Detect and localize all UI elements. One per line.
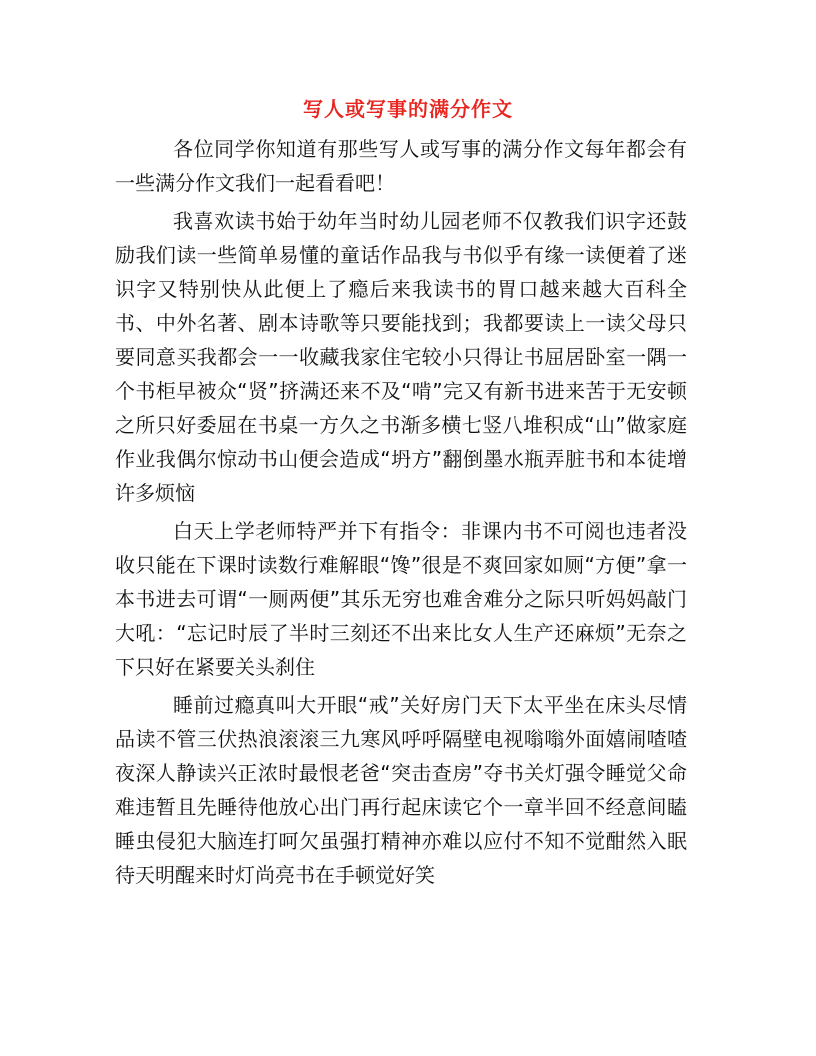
paragraph-reading-childhood: 我喜欢读书始于幼年当时幼儿园老师不仅教我们识字还鼓励我们读一些简单易懂的童话作品我与书似乎有缘一读便着了迷识字又特别快从此便上了瘾后来我读书的胃口越来越大百科全书、中外名著、剧本诗歌等只要能找到；我都要读上一读父母只要同意买我都会一一收藏我家住宅较小只得让书屈居卧室一隅一个书柜早被众“贤”挤满还来不及“啃”完又有新书进来苦于无安顿之所只好委屈在书桌一方久之书渐多横七竖八堆积成“山”做家庭作业我偶尔惊动书山便会造成“坍方”翻倒墨水瓶弄脏书和本徒增许多烦恼 — [115, 209, 687, 505]
document-body — [115, 132, 687, 896]
document-title: 写人或写事的满分作文 — [303, 97, 513, 121]
paragraph-reading-bedtime: 睡前过瘾真叫大开眼“戒”关好房门天下太平坐在床头尽情品读不管三伏热浪滚滚三九寒风呼呼隔壁电视嗡嗡外面嬉闹喳喳夜深人静读兴正浓时最恨老爸“突击查房”夺书关灯强令睡觉父命难违暂且先睡待他放心出门再行起床读它个一章半回不经意间瞌睡虫侵犯大脑连打呵欠虽强打精神亦难以应付不知不觉酣然入眠待天明醒来时灯尚亮书在手顿觉好笑 — [115, 693, 687, 887]
paragraph-intro: 各位同学你知道有那些写人或写事的满分作文每年都会有一些满分作文我们一起看看吧！ — [115, 137, 687, 195]
paragraph-reading-daytime: 白天上学老师特严并下有指令：非课内书不可阅也违者没收只能在下课时读数行难解眼“馋”很是不爽回家如厕“方便”拿一本书进去可谓“一厕两便”其乐无穷也难舍难分之际只听妈妈敲门大吼：“忘记时辰了半时三刻还不出来比女人生产还麻烦”无奈之下只好在紧要关头刹住 — [115, 519, 687, 679]
